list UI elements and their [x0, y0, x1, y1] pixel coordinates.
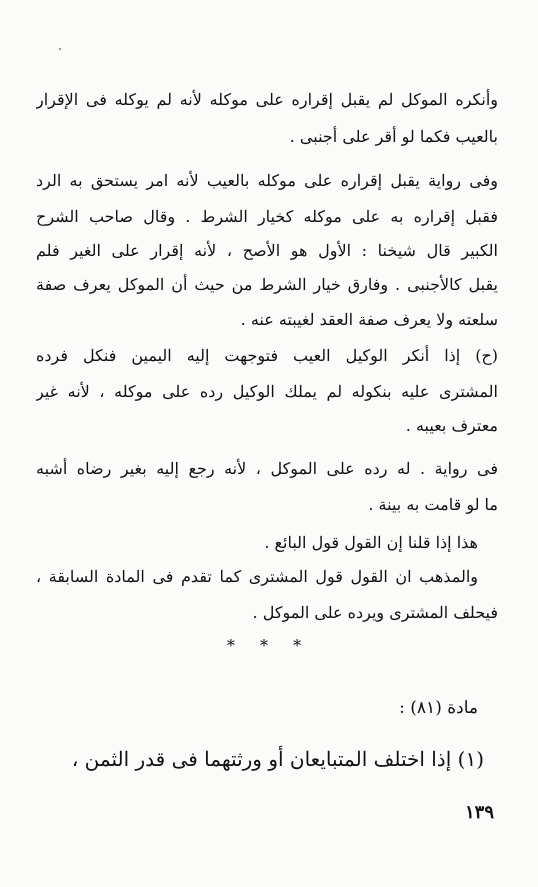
text-line: المشترى عليه بنكوله لم يملك الوكيل رده على موكله ، لأنه غير — [36, 382, 498, 401]
text-line: (ح) إذا أنكر الوكيل العيب فتوجهت إليه اليمين فنكل فرده — [36, 346, 498, 365]
article-first-line: (١) إذا اختلف المتبايعان أو ورثتهما فى قدر الثمن ، — [71, 747, 484, 771]
section-separator: * * * — [226, 636, 312, 655]
text-line: وأنكره الموكل لم يقبل إقراره على موكله لأنه لم يوكله فى الإقرار — [36, 90, 498, 109]
text-line: معترف بعيبه . — [405, 416, 498, 435]
text-line: وفى رواية يقبل إقراره على موكله بالعيب لأنه امر يستحق به الرد — [36, 171, 498, 190]
text-line: هذا إذا قلنا إن القول قول البائع . — [264, 533, 478, 552]
page-number: ١٣٩ — [464, 802, 494, 823]
text-line: فقبل إقراره به على موكله كخيار الشرط . وقال صاحب الشرح — [36, 207, 498, 226]
text-line: الكبير قال شيخنا : الأول هو الأصح ، لأنه إقرار على الغير فلم — [36, 241, 498, 260]
text-line: فى رواية . له رده على الموكل ، لأنه رجع إليه بغير رضاه أشبه — [36, 459, 498, 478]
text-line: سلعته ولا يعرف صفة العقد لغيبته عنه . — [240, 310, 498, 329]
text-line: فيحلف المشترى ويرده على الموكل . — [252, 603, 498, 622]
text-line: يقبل كالأجنبى . وفارق خيار الشرط من حيث أن الموكل يعرف صفة — [36, 275, 498, 294]
speck — [59, 48, 61, 50]
text-line: بالعيب فكما لو أقر على أجنبى . — [289, 127, 498, 146]
article-heading: مادة (٨١) : — [399, 698, 478, 718]
text-line: والمذهب ان القول قول المشترى كما تقدم فى المادة السابقة ، — [36, 567, 478, 586]
text-line: ما لو قامت به بينة . — [368, 495, 498, 514]
